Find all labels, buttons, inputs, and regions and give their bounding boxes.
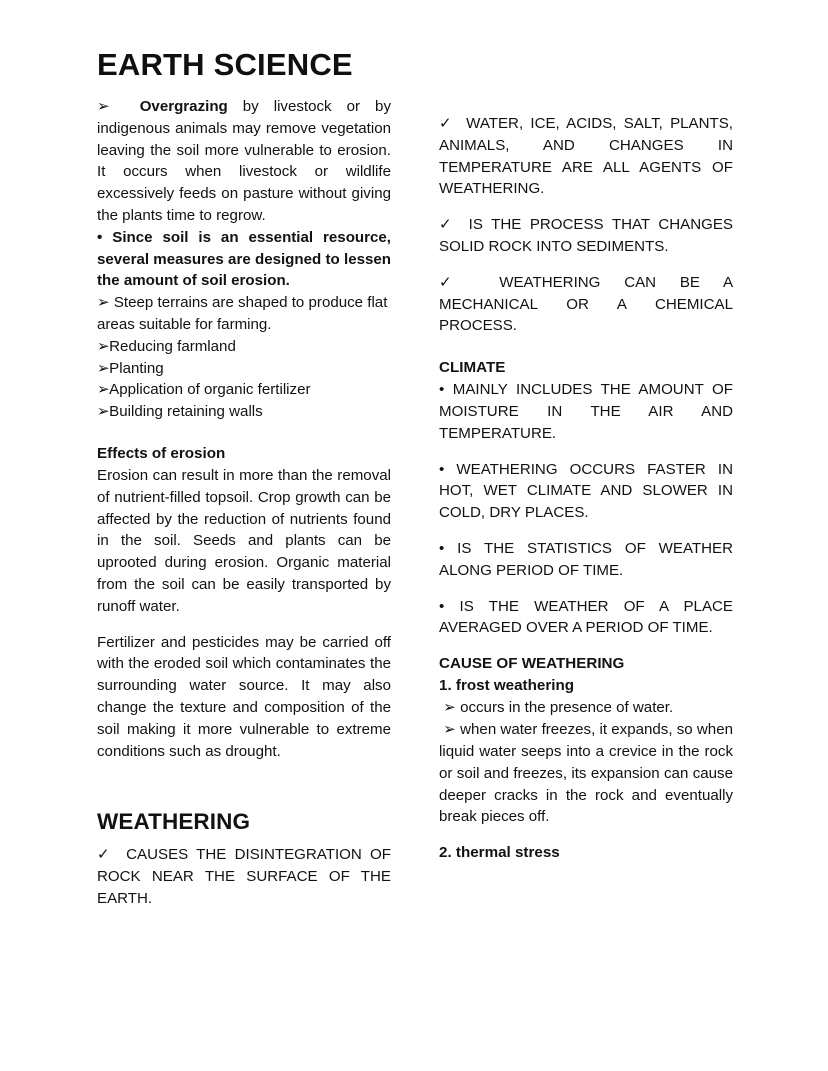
check-icon: ✓ — [97, 846, 110, 864]
overgrazing-lead-term: Overgrazing — [139, 98, 228, 116]
spacer — [439, 200, 733, 214]
spacer — [439, 445, 733, 459]
weathering-check-item-1-text: CAUSES THE DISINTEGRATION OF ROCK NEAR THE SURFACE OF THE EARTH. — [97, 846, 391, 908]
page-title: EARTH SCIENCE — [97, 47, 353, 82]
arrow-bullet-icon: ➢ — [97, 359, 110, 377]
climate-item-moisture-temperature — [439, 379, 733, 444]
climate-item-weather-averaged — [439, 596, 733, 640]
list-item-retaining-walls — [97, 401, 391, 423]
spacer — [97, 423, 391, 443]
planting-text: Planting — [109, 359, 164, 377]
check-icon: ✓ — [439, 216, 452, 234]
list-item-planting — [97, 358, 391, 380]
dot-bullet-icon: • — [97, 228, 103, 246]
heading-thermal-stress: 2. thermal stress — [439, 844, 560, 862]
climate-item-weathering-rate — [439, 459, 733, 524]
climate-item-statistics-of-weather — [439, 538, 733, 582]
frost-bullet-expansion-text: when water freezes, it expands, so when liquid water seeps into a crevice in the rock or soil and freezes, its expansion can cause deeper cracks in the rock and eventually break pieces off. — [439, 721, 733, 826]
dot-bullet-icon: • — [439, 460, 445, 478]
paragraph-effects-2: Fertilizer and pesticides may be carried off with the eroded soil which contaminates the surrounding water source. It may also change the texture and composition of the soil making it more vulnerable to extreme conditions such as drought. — [97, 633, 391, 760]
paragraph-effects-1: Erosion can result in more than the removal of nutrient-filled topsoil. Crop growth can be affected by the reduction of nutrients found in the soil. Seeds and plants can be uprooted during erosion. Organic material from the soil can be easily transported by runoff water. — [97, 467, 391, 615]
right-column — [439, 96, 733, 864]
frost-bullet-presence-of-water — [439, 697, 733, 719]
reducing-farmland-text: Reducing farmland — [109, 337, 236, 355]
check-item-agents-of-weathering — [439, 113, 733, 200]
spacer — [439, 582, 733, 596]
heading-climate: CLIMATE — [439, 359, 506, 377]
climate-item-moisture-temperature-text: MAINLY INCLUDES THE AMOUNT OF MOISTURE IN THE AIR AND TEMPERATURE. — [439, 381, 733, 442]
dot-bullet-icon: • — [439, 381, 445, 399]
climate-item-weather-averaged-text: IS THE WEATHER OF A PLACE AVERAGED OVER A PERIOD OF TIME. — [439, 597, 733, 637]
overgrazing-body: by livestock or by indigenous animals may remove vegetation leaving the soil more vulnerable to erosion. It occurs when livestock or wildlife excessively feeds on pasture without giving the plants time to regrow. — [97, 98, 391, 225]
arrow-bullet-icon: ➢ — [443, 721, 456, 739]
arrow-bullet-icon: ➢ — [443, 699, 456, 717]
climate-item-weathering-rate-text: WEATHERING OCCURS FASTER IN HOT, WET CLIMATE AND SLOWER IN COLD, DRY PLACES. — [439, 460, 733, 522]
check-item-mechanical-or-chemical — [439, 272, 733, 337]
organic-fertilizer-text: Application of organic fertilizer — [109, 381, 311, 399]
dot-bullet-icon: • — [439, 540, 445, 558]
arrow-bullet-icon: ➢ — [97, 381, 110, 399]
frost-bullet-expansion — [439, 719, 733, 828]
section-title-weathering: WEATHERING — [97, 809, 251, 835]
spacer — [439, 258, 733, 272]
climate-item-statistics-of-weather-text: IS THE STATISTICS OF WEATHER ALONG PERIOD OF TIME. — [439, 540, 734, 579]
paragraph-soil-essential-resource — [97, 227, 391, 292]
two-column-body — [97, 96, 732, 910]
dot-bullet-icon: • — [439, 597, 445, 615]
spacer — [439, 828, 733, 842]
arrow-bullet-icon: ➢ — [97, 337, 110, 355]
soil-essential-resource-text: Since soil is an essential resource, several measures are designed to lessen the amount of soil erosion. — [97, 228, 391, 290]
check-icon: ✓ — [439, 273, 452, 291]
list-item-reducing-farmland — [97, 336, 391, 358]
frost-bullet-presence-of-water-text: occurs in the presence of water. — [460, 699, 674, 717]
left-column — [97, 96, 391, 910]
check-item-process-rock-to-sediments — [439, 214, 733, 258]
check-item-agents-of-weathering-text: WATER, ICE, ACIDS, SALT, PLANTS, ANIMALS, AND CHANGES IN TEMPERATURE ARE ALL AGENTS OF WEATHERING. — [439, 115, 733, 198]
arrow-bullet-icon: ➢ — [97, 403, 110, 421]
retaining-walls-text: Building retaining walls — [109, 403, 263, 421]
spacer — [97, 618, 391, 632]
spacer — [439, 337, 733, 357]
spacer — [439, 639, 733, 653]
heading-effects-of-erosion: Effects of erosion — [97, 445, 226, 463]
check-icon: ✓ — [439, 115, 452, 133]
check-item-process-rock-to-sediments-text: IS THE PROCESS THAT CHANGES SOLID ROCK INTO SEDIMENTS. — [439, 216, 733, 256]
weathering-check-item-1 — [97, 844, 391, 909]
list-item-organic-fertilizer — [97, 379, 391, 401]
paragraph-overgrazing — [97, 96, 391, 227]
arrow-bullet-icon: ➢ — [97, 98, 110, 116]
arrow-bullet-icon: ➢ — [97, 294, 110, 312]
spacer — [97, 762, 391, 808]
paragraph-steep-terrains — [97, 292, 391, 336]
heading-frost-weathering: 1. frost weathering — [439, 677, 575, 695]
check-item-mechanical-or-chemical-text: WEATHERING CAN BE A MECHANICAL OR A CHEMICAL PROCESS. — [439, 273, 734, 335]
heading-cause-of-weathering: CAUSE OF WEATHERING — [439, 655, 625, 673]
steep-terrains-text: Steep terrains are shaped to produce flat areas suitable for farming. — [97, 294, 388, 334]
spacer — [439, 524, 733, 538]
